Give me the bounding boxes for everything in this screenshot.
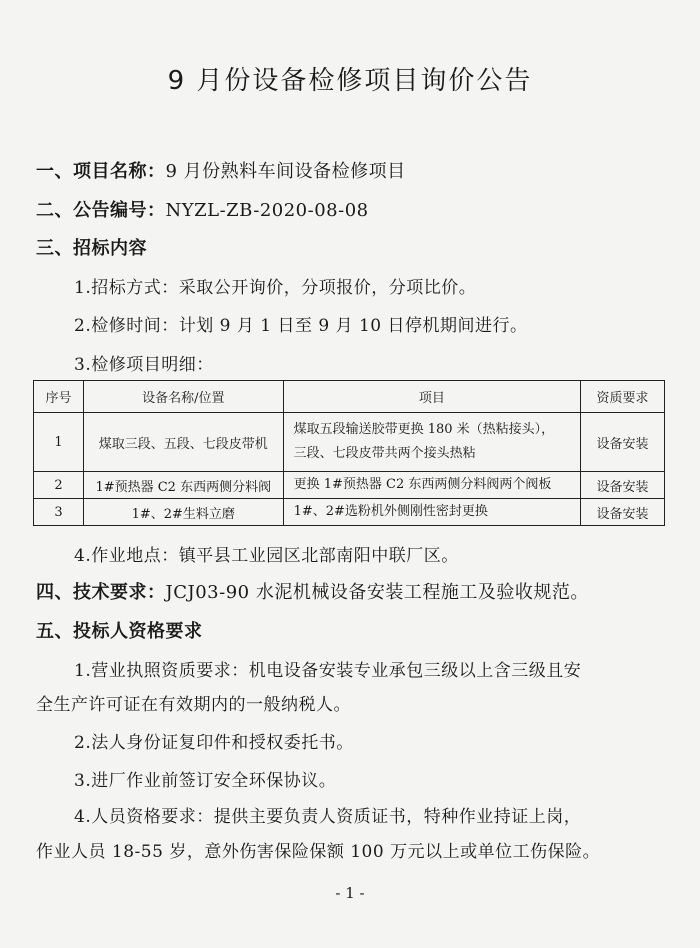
section-value: NYZL-ZB-2020-08-08	[165, 200, 369, 221]
row-qualification: 设备安装	[581, 413, 665, 472]
section-label: 五、投标人资格要求	[36, 621, 203, 642]
row-number: 2	[34, 472, 84, 499]
row-project: 更换 1#预热器 C2 东西两侧分料阀两个阀板	[283, 472, 580, 499]
row-equipment: 煤取三段、五段、七段皮带机	[83, 413, 283, 472]
row-equipment: 1#预热器 C2 东西两侧分料阀	[83, 472, 283, 499]
table-header-cell: 序号	[34, 381, 84, 413]
safety-agreement: 3.进厂作业前签订安全环保协议。	[74, 771, 337, 791]
section-announcement-number	[36, 196, 369, 222]
row-project-line: 三段、七段皮带共两个接头热粘	[293, 446, 476, 461]
row-project: 1#、2#选粉机外侧刚性密封更换	[283, 499, 580, 526]
section-value: 9 月份熟料车间设备检修项目	[165, 161, 406, 182]
table-header-cell: 项目	[283, 381, 580, 413]
section-label: 四、技术要求：	[36, 582, 166, 603]
row-project	[283, 413, 580, 472]
page-number: - 1 -	[335, 884, 365, 902]
section-technical-requirements	[36, 578, 589, 604]
legal-person-documents: 2.法人身份证复印件和授权委托书。	[74, 733, 354, 753]
table-row	[34, 413, 665, 472]
section-label: 二、公告编号：	[36, 200, 166, 221]
section-bidding-content	[36, 234, 147, 260]
row-number: 1	[34, 413, 84, 472]
personnel-requirement-continued: 作业人员 18-55 岁，意外伤害保险保额 100 万元以上或单位工伤保险。	[36, 842, 601, 862]
license-requirement: 1.营业执照资质要求：机电设备安装专业承包三级以上含三级且安	[74, 661, 582, 681]
row-qualification: 设备安装	[581, 499, 665, 526]
row-qualification: 设备安装	[581, 472, 665, 499]
section-label: 一、项目名称：	[36, 161, 166, 182]
row-number: 3	[34, 499, 84, 526]
page-title: 9 月份设备检修项目询价公告	[167, 66, 533, 96]
table-header-row	[34, 381, 665, 413]
table-header-cell: 设备名称/位置	[83, 381, 283, 413]
bidding-method: 1.招标方式：采取公开询价，分项报价，分项比价。	[74, 278, 477, 298]
table-header-cell: 资质要求	[581, 381, 665, 413]
personnel-requirement: 4.人员资格要求：提供主要负责人资质证书，特种作业持证上岗，	[74, 807, 582, 827]
maintenance-items-table	[33, 380, 665, 526]
section-bidder-qualifications	[36, 617, 203, 643]
work-location: 4.作业地点：镇平县工业园区北部南阳中联厂区。	[74, 546, 459, 566]
section-project-name	[36, 157, 406, 183]
section-value: JCJ03-90 水泥机械设备安装工程施工及验收规范。	[165, 582, 589, 603]
table-row	[34, 499, 665, 526]
section-label: 三、招标内容	[36, 238, 147, 259]
table-row	[34, 472, 665, 499]
maintenance-items-heading: 3.检修项目明细：	[74, 355, 214, 375]
license-requirement-continued: 全生产许可证在有效期内的一般纳税人。	[36, 695, 351, 715]
maintenance-time: 2.检修时间：计划 9 月 1 日至 9 月 10 日停机期间进行。	[74, 316, 528, 336]
row-equipment: 1#、2#生料立磨	[83, 499, 283, 526]
row-project-line: 煤取五段输送胶带更换 180 米（热粘接头），	[293, 422, 555, 437]
